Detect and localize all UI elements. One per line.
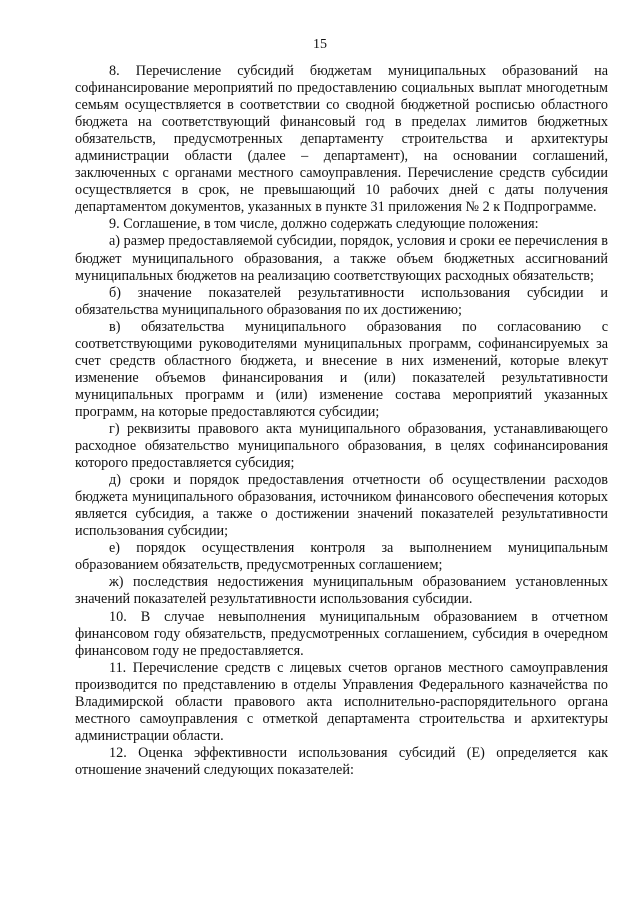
paragraph-10: 10. В случае невыполнения муниципальным образованием в отчетном финансовом году обязательств, предусмотренных соглашением, субсидия в очередном финансовом году не предоставляется. — [75, 608, 608, 659]
paragraph-8: 8. Перечисление субсидий бюджетам муниципальных образований на софинансирование мероприятий по предоставлению социальных выплат многодетным семьям осуществляется в соответствии со сводной бюджетной росписью областного бюджета на соответствующий финансовый год в пределах лимитов бюджетных обязательств, предусмотренных департаменту строительства и архитектуры администрации области (далее – департамент), на основании соглашений, заключенных с органами местного самоуправления. Перечисление средств субсидии осуществляется в срок, не превышающий 10 рабочих дней с даты получения департаментом документов, указанных в пункте 31 приложения № 2 к Подпрограмме. — [75, 63, 608, 216]
paragraph-11: 11. Перечисление средств с лицевых счетов органов местного самоуправления производится по представлению в отделы Управления Федерального казначейства по Владимирской области правового акта исполнительно-распорядительного органа местного самоуправления с отметкой департамента строительства и архитектуры администрации области. — [75, 659, 608, 744]
document-body — [75, 63, 608, 779]
paragraph-9-item-g: г) реквизиты правового акта муниципального образования, устанавливающего расходное обязательство муниципального образования, в целях софинансирования которого предоставляется субсидия; — [75, 420, 608, 472]
paragraph-9-item-a: а) размер предоставляемой субсидии, порядок, условия и сроки ее перечисления в бюджет муниципального образования, а также объем бюджетных ассигнований муниципальных бюджетов на реализацию соответствующих расходных обязательств; — [75, 233, 608, 284]
paragraph-9-item-v: в) обязательства муниципального образования по согласованию с соответствующими руководителями муниципальных программ, софинансируемых за счет средств областного бюджета, и внесение в них изменений, которые влекут изменение объемов финансирования и (или) показателей результативности муниципальных программ и (или) изменение состава мероприятий указанных программ, на которые предоставляются субсидии; — [75, 318, 608, 420]
paragraph-9-item-b: б) значение показателей результативности использования субсидии и обязательства муниципального образования по их достижению; — [75, 284, 608, 318]
paragraph-9-item-d: д) сроки и порядок предоставления отчетности об осуществлении расходов бюджета муниципального образования, источником финансового обеспечения которых является субсидия, а также о достижении значений показателей результативности использования субсидии; — [75, 472, 608, 540]
paragraph-9-item-e: е) порядок осуществления контроля за выполнением муниципальным образованием обязательств, предусмотренных соглашением; — [75, 540, 608, 574]
paragraph-12: 12. Оценка эффективности использования субсидий (Е) определяется как отношение значений следующих показателей: — [75, 744, 608, 778]
paragraph-9-item-zh: ж) последствия недостижения муниципальным образованием установленных значений показателей результативности использования субсидии. — [75, 574, 608, 608]
paragraph-9: 9. Соглашение, в том числе, должно содержать следующие положения: — [109, 216, 539, 233]
page-number: 15 — [313, 37, 327, 52]
